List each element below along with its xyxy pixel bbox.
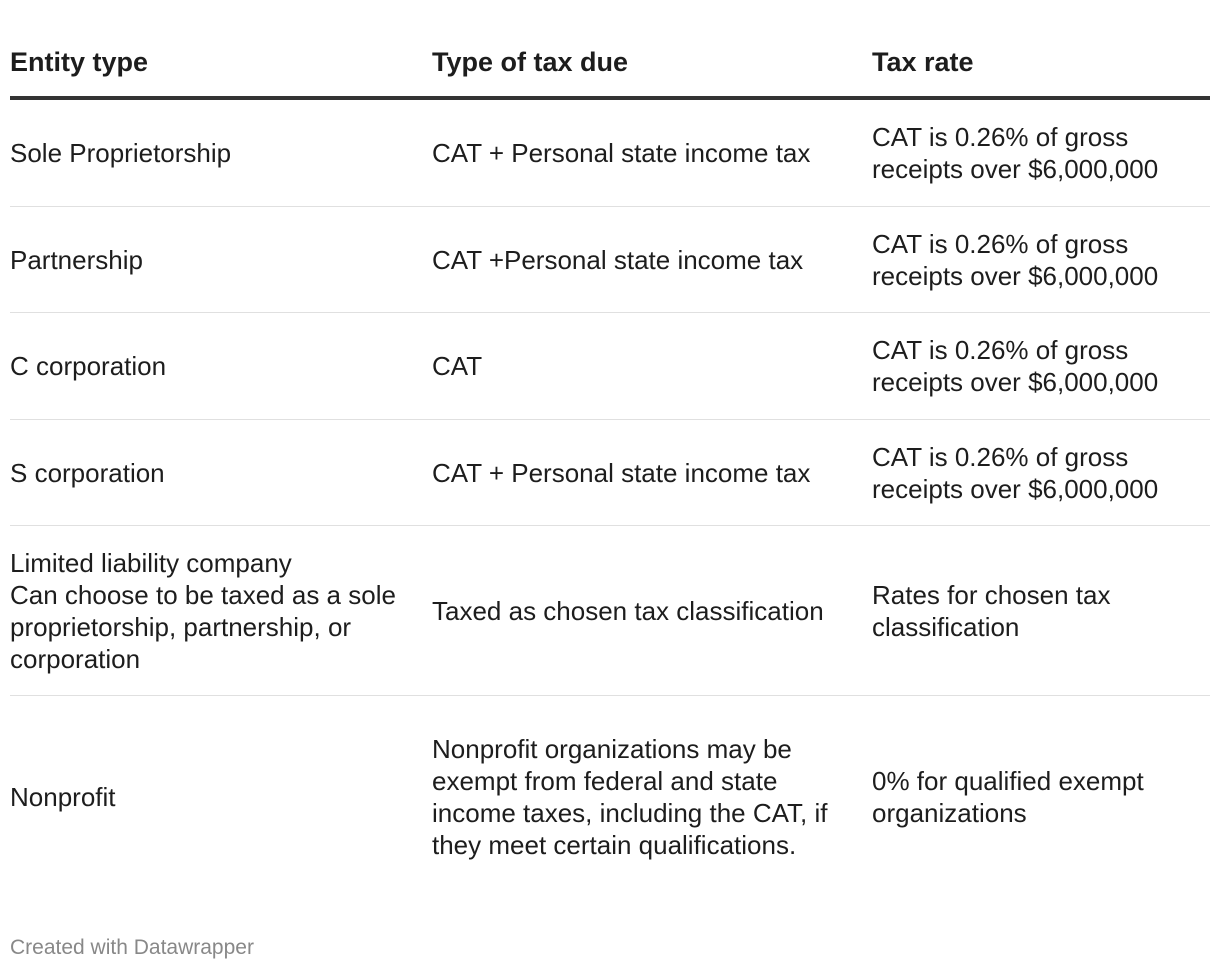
- cell-entity: [10, 207, 432, 313]
- entity-label: Nonprofit: [10, 782, 116, 812]
- cell-entity: [10, 696, 432, 899]
- entity-label: Sole Proprietorship: [10, 138, 232, 168]
- entity-label: Limited liability company: [10, 547, 292, 578]
- cell-entity: [10, 526, 432, 696]
- cell-tax-rate: [872, 98, 1210, 207]
- tax-due-text: CAT: [432, 351, 483, 381]
- tax-due-text: CAT +Personal state income tax: [432, 244, 804, 275]
- table-row: [10, 313, 1210, 420]
- header-tax-rate[interactable]: Tax rate: [872, 30, 1210, 98]
- datawrapper-credit[interactable]: Created with Datawrapper: [10, 936, 254, 959]
- cell-tax-rate: [872, 313, 1210, 420]
- header-type-of-tax-due[interactable]: Type of tax due: [432, 30, 872, 98]
- cell-entity: [10, 313, 432, 420]
- cell-tax-rate: [872, 207, 1210, 313]
- cell-tax-due: [432, 526, 872, 696]
- tax-rate-text: Rates for chosen tax classification: [872, 579, 1111, 642]
- cell-tax-due: [432, 207, 872, 313]
- cell-tax-rate: [872, 526, 1210, 696]
- tax-due-text: Nonprofit organizations may be exempt from federal and state income taxes, including the CAT, if they meet certain qualifications.: [432, 734, 828, 860]
- header-entity-type[interactable]: Entity type: [10, 30, 432, 98]
- tax-rate-text: 0% for qualified exempt organizations: [872, 766, 1144, 828]
- tax-due-text: Taxed as chosen tax classification: [432, 595, 824, 626]
- tax-rate-text: CAT is 0.26% of gross receipts over $6,000,000: [872, 441, 1159, 504]
- entity-label-block: [10, 547, 432, 675]
- entity-label: C corporation: [10, 351, 167, 381]
- table-row: [10, 98, 1210, 207]
- tax-rate-text: CAT is 0.26% of gross receipts over $6,000,000: [872, 335, 1159, 397]
- table-row: [10, 207, 1210, 313]
- table-header-row: [10, 30, 1210, 98]
- entity-label: S corporation: [10, 457, 165, 488]
- entity-note: Can choose to be taxed as a sole proprietorship, partnership, or corporation: [10, 579, 396, 674]
- cell-tax-rate: [872, 696, 1210, 899]
- tax-due-text: CAT + Personal state income tax: [432, 457, 811, 488]
- cell-entity: [10, 420, 432, 526]
- cell-tax-due: [432, 98, 872, 207]
- table-row: [10, 696, 1210, 899]
- tax-rate-text: CAT is 0.26% of gross receipts over $6,000,000: [872, 122, 1159, 184]
- cell-entity: [10, 98, 432, 207]
- table-row: [10, 420, 1210, 526]
- tax-rate-text: CAT is 0.26% of gross receipts over $6,000,000: [872, 228, 1159, 291]
- cell-tax-rate: [872, 420, 1210, 526]
- table-row: [10, 526, 1210, 696]
- cell-tax-due: [432, 696, 872, 899]
- tax-due-text: CAT + Personal state income tax: [432, 138, 811, 168]
- cell-tax-due: [432, 313, 872, 420]
- cell-tax-due: [432, 420, 872, 526]
- entity-label: Partnership: [10, 244, 143, 275]
- tax-table: [10, 30, 1210, 898]
- tax-table-container: [10, 30, 1210, 898]
